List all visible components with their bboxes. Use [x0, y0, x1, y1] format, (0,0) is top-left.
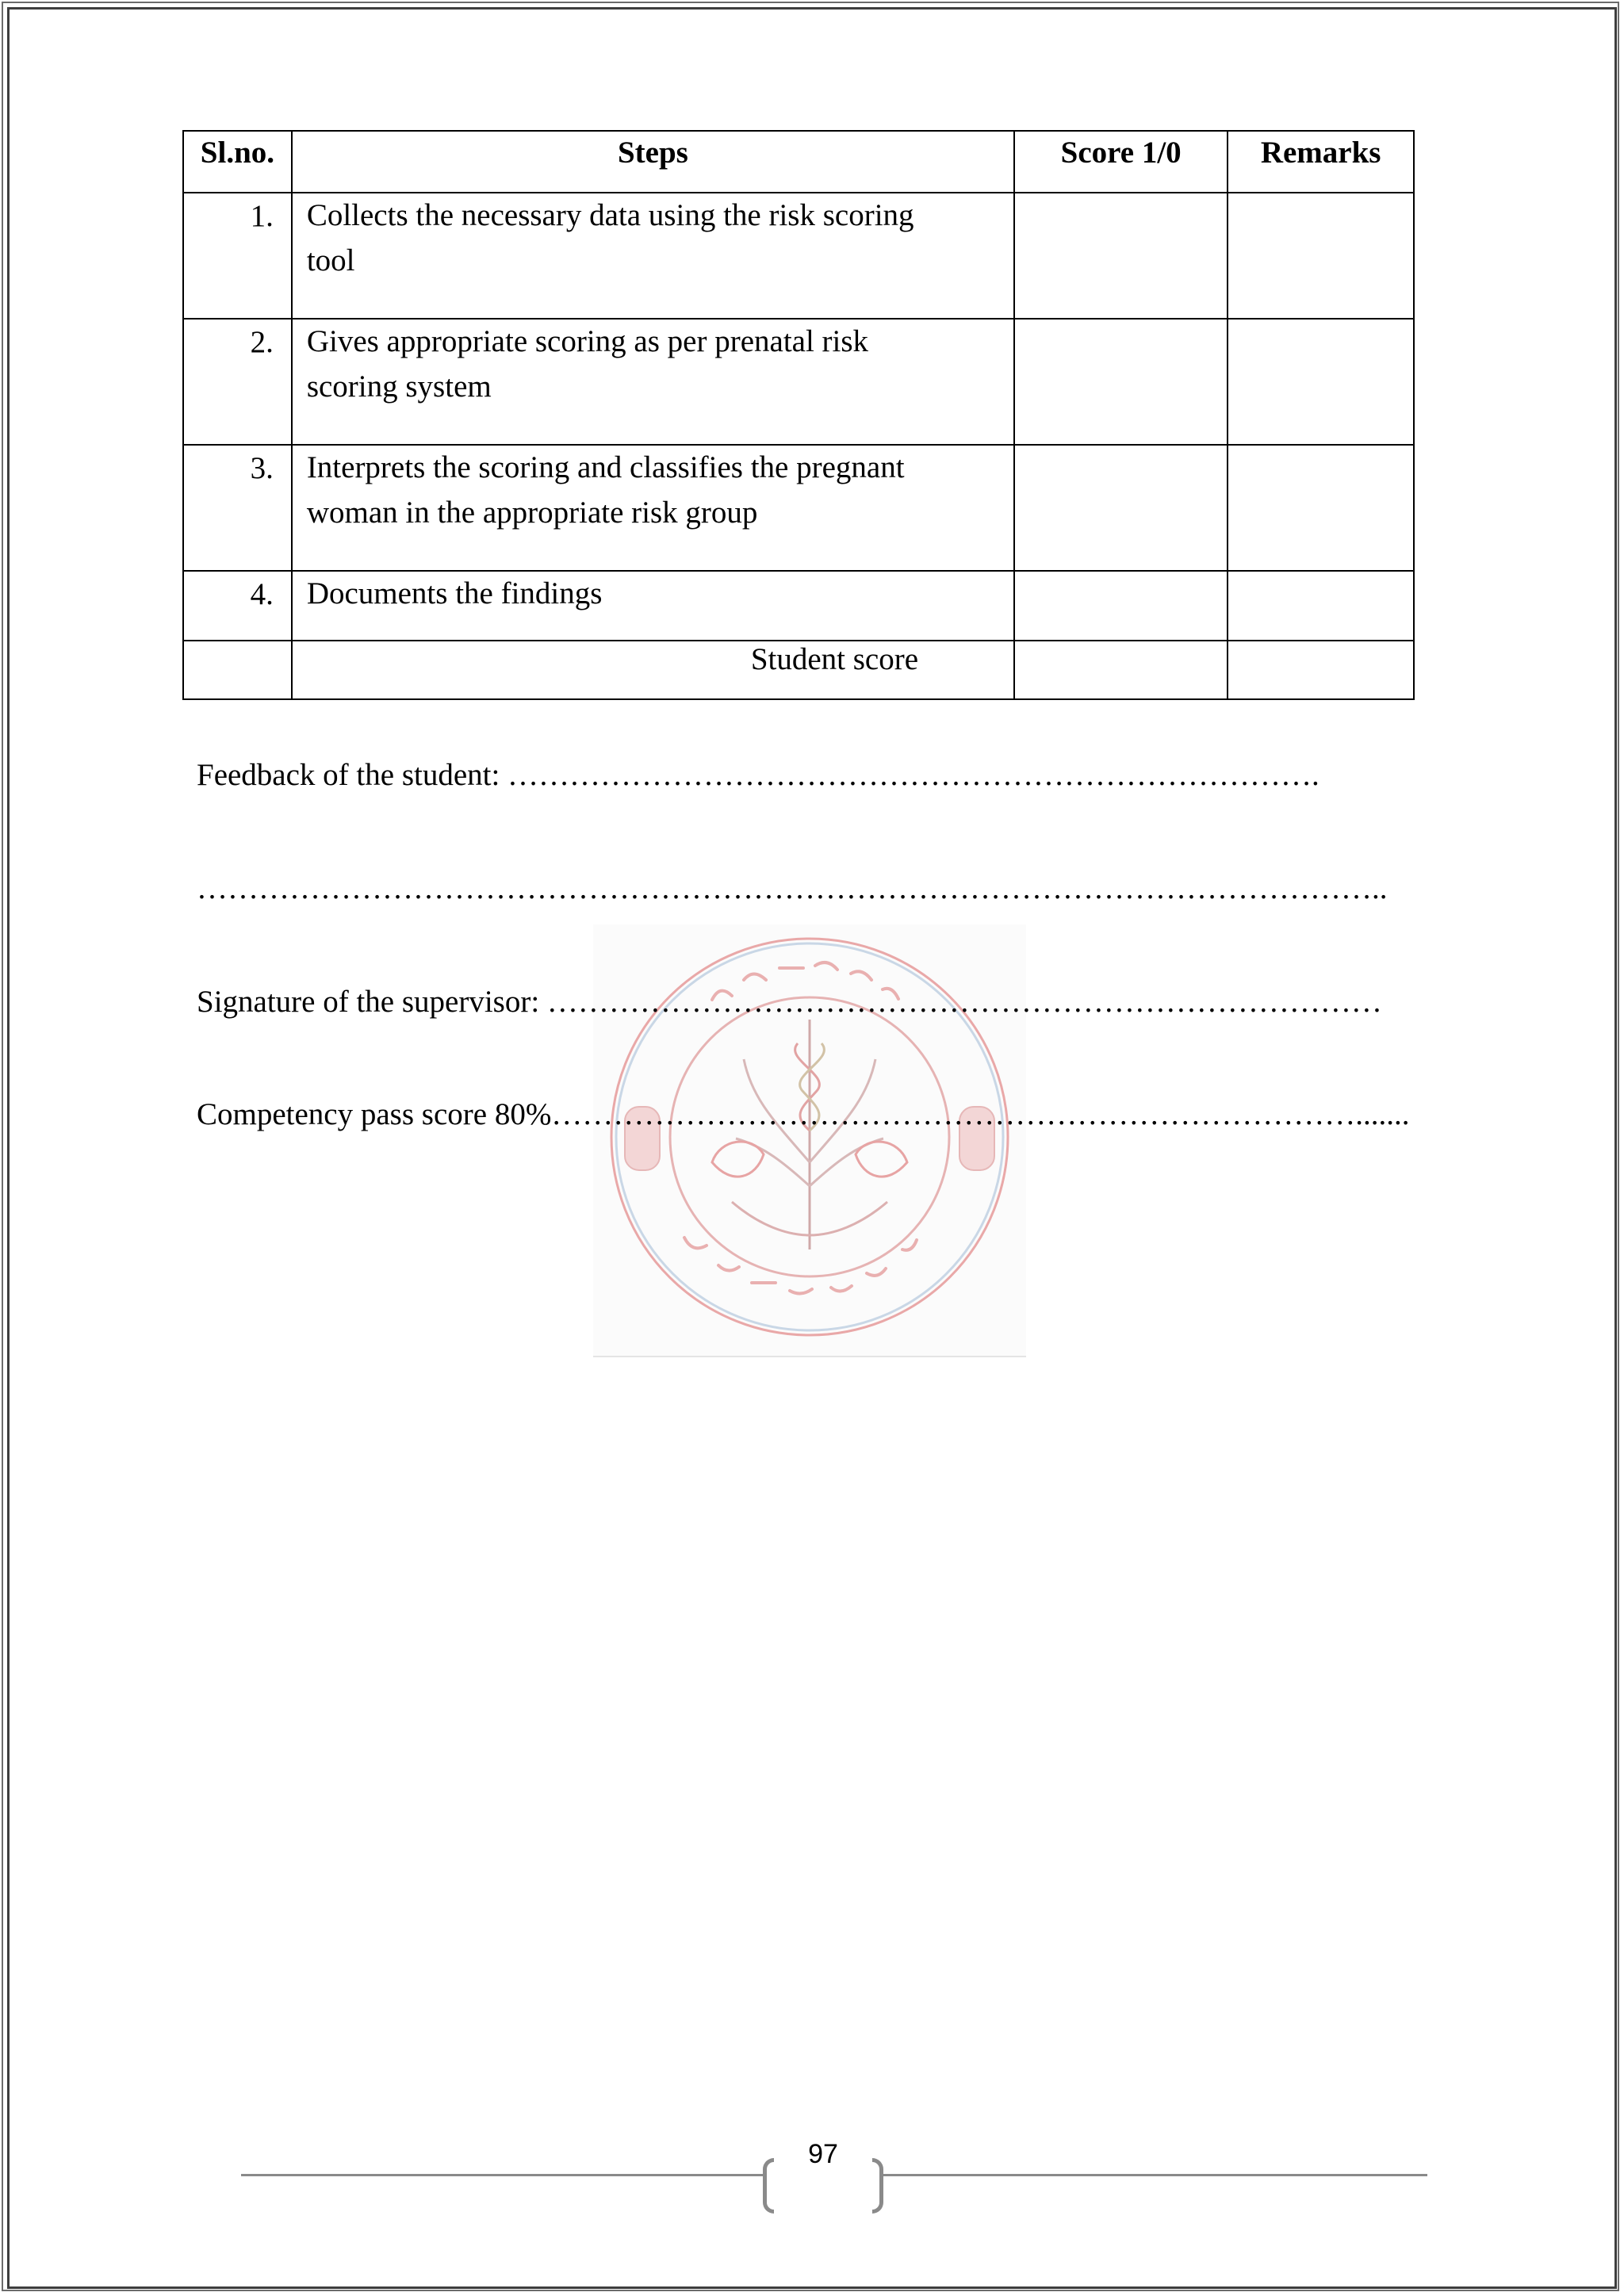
- footer-rule-right: [882, 2174, 1427, 2176]
- step-line: tool: [306, 243, 355, 277]
- row-step: [292, 571, 1014, 641]
- step-line: woman in the appropriate risk group: [306, 496, 758, 530]
- score-cell[interactable]: [1014, 319, 1228, 445]
- row-step: [292, 193, 1014, 319]
- total-score-cell[interactable]: [1014, 641, 1228, 699]
- row-number: 1.: [183, 193, 292, 319]
- remarks-cell[interactable]: [1228, 193, 1414, 319]
- signature-line: Signature of the supervisor: ………………………………………………………………………: [197, 985, 1382, 1019]
- step-line: Interprets the scoring and classifies the pregnant: [306, 450, 905, 484]
- table-header-row: [183, 131, 1414, 193]
- footer-left-bracket-icon: [763, 2158, 774, 2214]
- table-row: [183, 445, 1414, 571]
- feedback-continuation-line: ……………………………………………………………………………………………………..: [197, 871, 1388, 905]
- step-line: scoring system: [306, 369, 492, 404]
- row-number: 3.: [183, 445, 292, 571]
- table-row: [183, 193, 1414, 319]
- row-number: 4.: [183, 571, 292, 641]
- table-row: [183, 319, 1414, 445]
- page-number: 97: [808, 2139, 838, 2169]
- student-score-label: Student score: [292, 641, 1014, 699]
- feedback-line: Feedback of the student: …………………………………………………………………….: [197, 758, 1320, 792]
- total-slno-cell: [183, 641, 292, 699]
- header-steps: Steps: [292, 131, 1014, 193]
- pass-score-line: Competency pass score 80%…………………………………………………………………….......: [197, 1097, 1410, 1131]
- footer-rule-left: [241, 2174, 764, 2176]
- step-line: Documents the findings: [306, 576, 603, 610]
- table-row: [183, 571, 1414, 641]
- checklist-table: [182, 130, 1415, 700]
- remarks-cell[interactable]: [1228, 319, 1414, 445]
- header-remarks: Remarks: [1228, 131, 1414, 193]
- row-number: 2.: [183, 319, 292, 445]
- score-cell[interactable]: [1014, 445, 1228, 571]
- total-remarks-cell[interactable]: [1228, 641, 1414, 699]
- remarks-cell[interactable]: [1228, 445, 1414, 571]
- footer-right-bracket-icon: [872, 2158, 883, 2214]
- step-line: Collects the necessary data using the risk scoring: [306, 198, 914, 232]
- total-row: [183, 641, 1414, 699]
- score-cell[interactable]: [1014, 571, 1228, 641]
- remarks-cell[interactable]: [1228, 571, 1414, 641]
- step-line: Gives appropriate scoring as per prenatal risk: [306, 324, 869, 358]
- header-score: Score 1/0: [1014, 131, 1228, 193]
- score-cell[interactable]: [1014, 193, 1228, 319]
- header-slno: Sl.no.: [183, 131, 292, 193]
- row-step: [292, 319, 1014, 445]
- row-step: [292, 445, 1014, 571]
- seal-bottom-text: [1026, 924, 1028, 928]
